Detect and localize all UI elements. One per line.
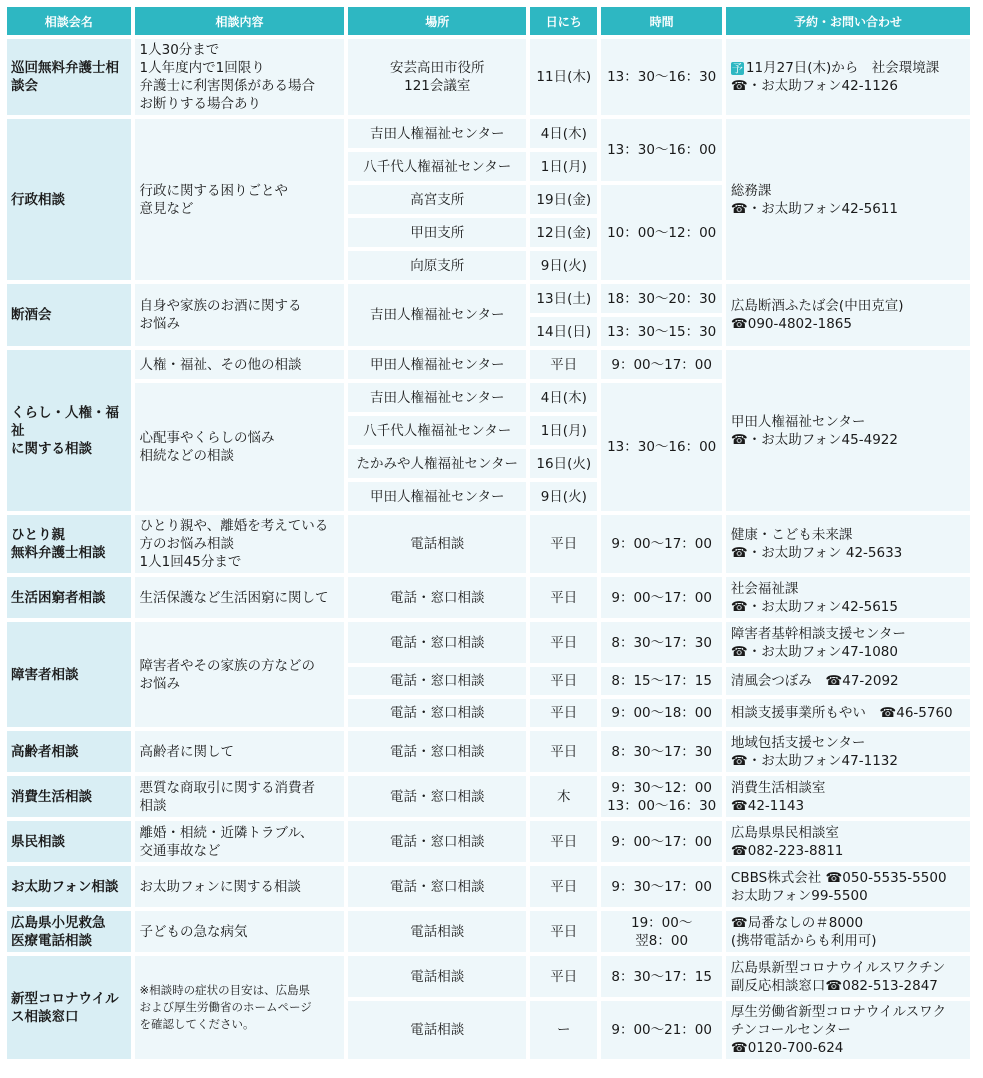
row-place: 甲田人権福祉センター: [348, 350, 526, 379]
row-contact: 消費生活相談室 ☎42-1143: [726, 776, 970, 817]
row-time: 13：30〜16：00: [601, 119, 722, 181]
row-time: 13：30〜15：30: [601, 317, 722, 346]
row-date: 平日: [530, 699, 597, 727]
row-name: 消費生活相談: [7, 776, 131, 817]
row-contact: 広島県新型コロナウイルスワクチン 副反応相談窓口☎082-513-2847: [726, 956, 970, 997]
row-name: ひとり親 無料弁護士相談: [7, 515, 131, 573]
row-date: 4日(木): [530, 119, 597, 148]
row-contact: 障害者基幹相談支援センター ☎・お太助フォン47-1080: [726, 622, 970, 663]
row-place: 電話・窓口相談: [348, 821, 526, 862]
row-content: 心配事やくらしの悩み 相続などの相談: [135, 383, 345, 511]
row-place: 電話相談: [348, 515, 526, 573]
row-date: 平日: [530, 956, 597, 997]
row-time: 9：00〜17：00: [601, 577, 722, 618]
row-time: 9：00〜21：00: [601, 1001, 722, 1059]
row-contact: 甲田人権福祉センター ☎・お太助フォン45-4922: [726, 350, 970, 511]
row-name: くらし・人権・福祉 に関する相談: [7, 350, 131, 511]
header-content: 相談内容: [135, 7, 345, 35]
row-date: 14日(日): [530, 317, 597, 346]
row-name: 県民相談: [7, 821, 131, 862]
row-time: 9：30〜12：00 13：00〜16：30: [601, 776, 722, 817]
table-row: [7, 350, 970, 379]
row-content: 生活保護など生活困窮に関して: [135, 577, 345, 618]
row-content: 悪質な商取引に関する消費者 相談: [135, 776, 345, 817]
row-date: 平日: [530, 350, 597, 379]
table-row: [7, 866, 970, 907]
row-place: 八千代人権福祉センター: [348, 416, 526, 445]
row-content: 行政に関する困りごとや 意見など: [135, 119, 345, 280]
table-row: [7, 119, 970, 148]
row-time: 19：00〜 翌8：00: [601, 911, 722, 952]
row-contact: 総務課 ☎・お太助フォン42-5611: [726, 119, 970, 280]
header-row: [7, 7, 970, 35]
row-date: 12日(金): [530, 218, 597, 247]
header-place: 場所: [348, 7, 526, 35]
row-place: 電話・窓口相談: [348, 577, 526, 618]
row-time: 18：30〜20：30: [601, 284, 722, 313]
header-name: 相談会名: [7, 7, 131, 35]
row-content: 子どもの急な病気: [135, 911, 345, 952]
row-contact: CBBS株式会社 ☎050-5535-5500 お太助フォン99-5500: [726, 866, 970, 907]
table-row: [7, 911, 970, 952]
row-time: 8：30〜17：30: [601, 622, 722, 663]
row-contact: 予 11月27日(木)から 社会環境課 ☎・お太助フォン42-1126: [726, 39, 970, 115]
row-content: ひとり親や、離婚を考えている 方のお悩み相談 1人1回45分まで: [135, 515, 345, 573]
row-place: 電話・窓口相談: [348, 667, 526, 695]
row-place: 高宮支所: [348, 185, 526, 214]
row-date: 平日: [530, 866, 597, 907]
row-place: 甲田支所: [348, 218, 526, 247]
row-time: 9：00〜18：00: [601, 699, 722, 727]
row-date: 1日(月): [530, 416, 597, 445]
row-date: 平日: [530, 667, 597, 695]
row-name: 広島県小児救急 医療電話相談: [7, 911, 131, 952]
row-date: 平日: [530, 821, 597, 862]
header-time: 時間: [601, 7, 722, 35]
row-date: 平日: [530, 622, 597, 663]
row-content: 1人30分まで 1人年度内で1回限り 弁護士に利害関係がある場合 お断りする場合あり: [135, 39, 345, 115]
row-content: 自身や家族のお酒に関する お悩み: [135, 284, 345, 346]
row-name: 新型コロナウイル ス相談窓口: [7, 956, 131, 1059]
row-name: 生活困窮者相談: [7, 577, 131, 618]
row-date: 9日(火): [530, 482, 597, 511]
row-place: 電話相談: [348, 1001, 526, 1059]
row-time: 9：30〜17：00: [601, 866, 722, 907]
row-date: 13日(土): [530, 284, 597, 313]
row-contact: 広島断酒ふたば会(中田克宣) ☎090-4802-1865: [726, 284, 970, 346]
row-note: ※相談時の症状の目安は、広島県 および厚生労働省のホームページ を確認してください。: [135, 956, 345, 1059]
row-place: 電話相談: [348, 911, 526, 952]
row-name: 行政相談: [7, 119, 131, 280]
table-row: [7, 776, 970, 817]
row-time: 9：00〜17：00: [601, 350, 722, 379]
table-row: [7, 731, 970, 772]
row-contact: 清風会つぼみ ☎47-2092: [726, 667, 970, 695]
row-date: 16日(火): [530, 449, 597, 478]
row-contact: 相談支援事業所もやい ☎46-5760: [726, 699, 970, 727]
consultation-table: [3, 3, 974, 1063]
row-date: 9日(火): [530, 251, 597, 280]
row-name: 断酒会: [7, 284, 131, 346]
row-contact: ☎局番なしの＃8000 (携帯電話からも利用可): [726, 911, 970, 952]
row-date: 平日: [530, 731, 597, 772]
row-time: 10：00〜12：00: [601, 185, 722, 280]
row-contact: 広島県県民相談室 ☎082-223-8811: [726, 821, 970, 862]
row-time: 8：30〜17：30: [601, 731, 722, 772]
row-place: 電話・窓口相談: [348, 866, 526, 907]
row-date: 平日: [530, 577, 597, 618]
row-time: 13：30〜16：30: [601, 39, 722, 115]
row-place: 吉田人権福祉センター: [348, 383, 526, 412]
row-place: 八千代人権福祉センター: [348, 152, 526, 181]
table-row: [7, 622, 970, 663]
row-date: 4日(木): [530, 383, 597, 412]
row-name: 障害者相談: [7, 622, 131, 727]
row-name: 高齢者相談: [7, 731, 131, 772]
row-place: 安芸高田市役所 121会議室: [348, 39, 526, 115]
row-place: 電話・窓口相談: [348, 776, 526, 817]
row-place: 電話相談: [348, 956, 526, 997]
row-place: 吉田人権福祉センター: [348, 284, 526, 346]
row-date: 平日: [530, 515, 597, 573]
row-contact: 地域包括支援センター ☎・お太助フォン47-1132: [726, 731, 970, 772]
row-content: 高齢者に関して: [135, 731, 345, 772]
row-name: 巡回無料弁護士相談会: [7, 39, 131, 115]
row-date: 1日(月): [530, 152, 597, 181]
row-name: お太助フォン相談: [7, 866, 131, 907]
row-time: 9：00〜17：00: [601, 515, 722, 573]
reservation-badge: 予: [731, 62, 743, 75]
row-place: 電話・窓口相談: [348, 622, 526, 663]
table-row: [7, 956, 970, 997]
row-content: お太助フォンに関する相談: [135, 866, 345, 907]
header-contact: 予約・お問い合わせ: [726, 7, 970, 35]
table-row: [7, 577, 970, 618]
row-contact: 健康・こども未来課 ☎・お太助フォン 42-5633: [726, 515, 970, 573]
row-date: ー: [530, 1001, 597, 1059]
row-date: 木: [530, 776, 597, 817]
row-content: 障害者やその家族の方などの お悩み: [135, 622, 345, 727]
row-content: 人権・福祉、その他の相談: [135, 350, 345, 379]
row-date: 平日: [530, 911, 597, 952]
row-place: 甲田人権福祉センター: [348, 482, 526, 511]
row-time: 9：00〜17：00: [601, 821, 722, 862]
row-time: 8：15〜17：15: [601, 667, 722, 695]
table-row: [7, 284, 970, 313]
row-contact: 社会福祉課 ☎・お太助フォン42-5615: [726, 577, 970, 618]
row-place: 電話・窓口相談: [348, 699, 526, 727]
row-time: 8：30〜17：15: [601, 956, 722, 997]
header-date: 日にち: [530, 7, 597, 35]
row-date: 19日(金): [530, 185, 597, 214]
row-date: 11日(木): [530, 39, 597, 115]
row-place: 吉田人権福祉センター: [348, 119, 526, 148]
row-place: たかみや人権福祉センター: [348, 449, 526, 478]
row-content: 離婚・相続・近隣トラブル、 交通事故など: [135, 821, 345, 862]
row-place: 電話・窓口相談: [348, 731, 526, 772]
row-contact: 厚生労働省新型コロナウイルスワク チンコールセンター ☎0120-700-624: [726, 1001, 970, 1059]
table-row: [7, 515, 970, 573]
row-place: 向原支所: [348, 251, 526, 280]
table-row: [7, 821, 970, 862]
table-row: [7, 39, 970, 115]
row-time: 13：30〜16：00: [601, 383, 722, 511]
